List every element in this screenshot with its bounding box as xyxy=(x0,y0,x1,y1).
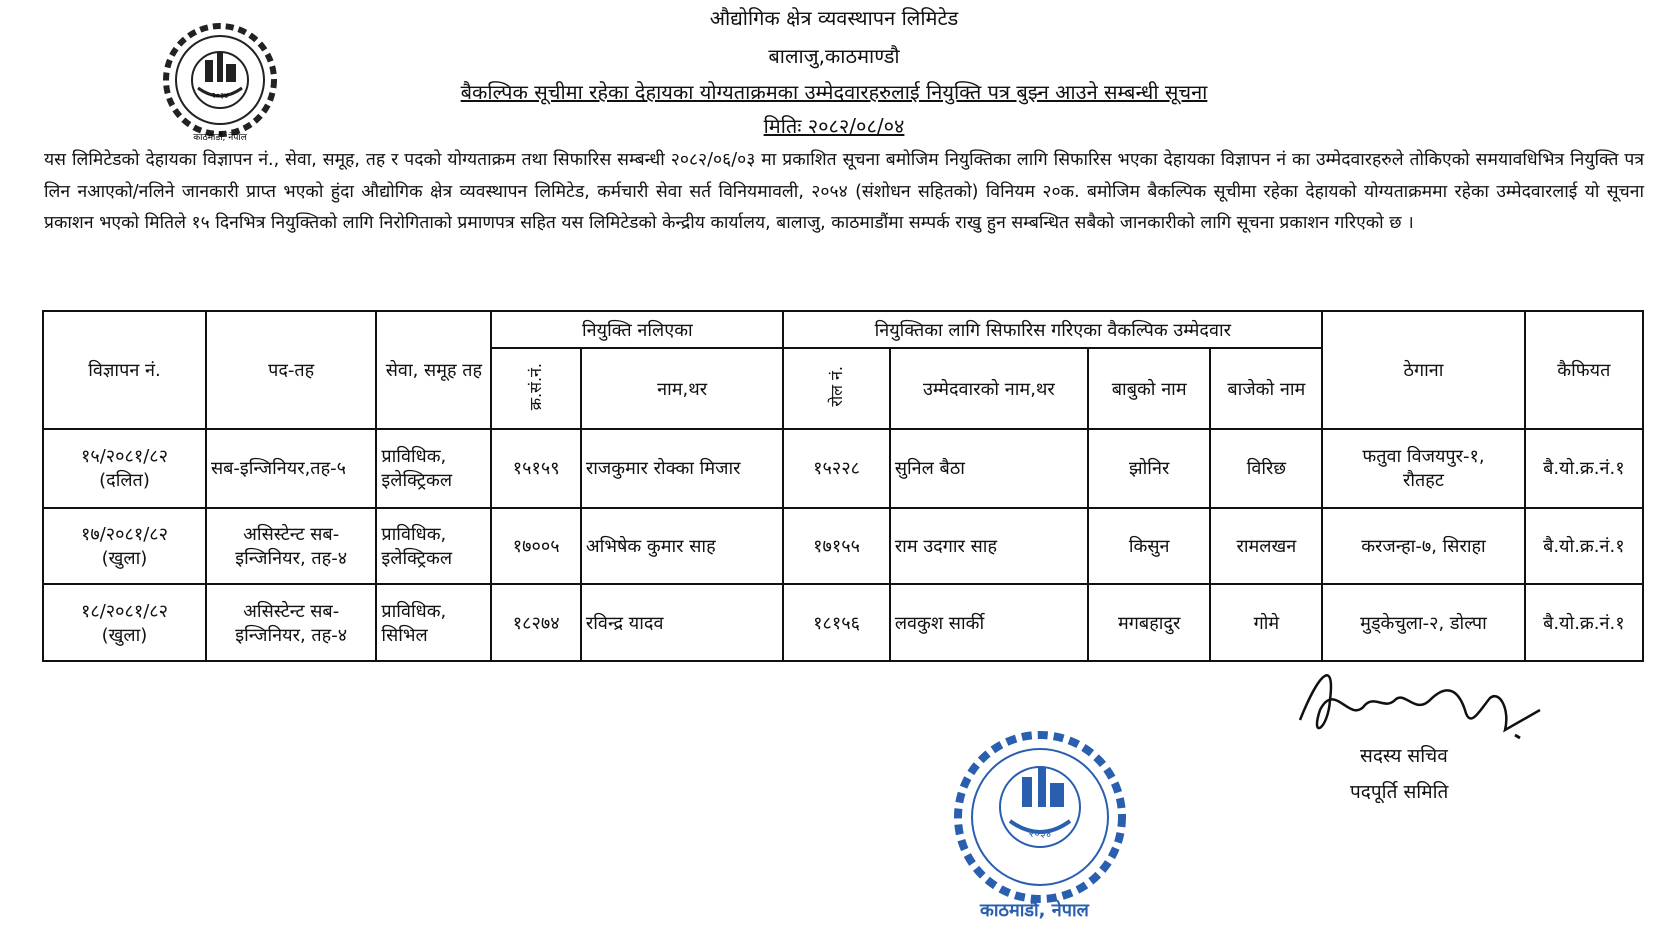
notice-date-text: मितिः २०८२/०८/०४ xyxy=(763,114,905,138)
header-service-group: सेवा, समूह तह xyxy=(376,311,491,429)
post-level-line-2: इन्जिनियर, तह-४ xyxy=(235,624,348,646)
header-grandfather-name: बाजेको नाम xyxy=(1210,348,1322,429)
header-remarks: कैफियत xyxy=(1525,311,1643,429)
service: प्राविधिक, xyxy=(381,446,447,468)
cell-remarks: बै.यो.क्र.नं.१ xyxy=(1525,508,1643,585)
cell-remarks: बै.यो.क्र.नं.१ xyxy=(1525,584,1643,661)
logo-year: २०३४ xyxy=(211,91,229,100)
cell-ad-no xyxy=(43,508,206,585)
cell-name: राजकुमार रोक्का मिजार xyxy=(581,429,783,508)
post-level-line-1: असिस्टेन्ट सब- xyxy=(243,524,340,546)
cell-grandfather-name: विरिछ xyxy=(1210,429,1322,508)
cell-post-level: सब-इन्जिनियर,तह-५ xyxy=(206,429,376,508)
header-post-level: पद-तह xyxy=(206,311,376,429)
header-ad-no: विज्ञापन नं. xyxy=(43,311,206,429)
header-serial-no-text: क्र.सं.नं. xyxy=(526,362,546,410)
cell-address: मुड्केचुला-२, डोल्पा xyxy=(1322,584,1524,661)
cell-candidate-name: राम उदगार साह xyxy=(890,508,1088,585)
ad-no: १७/२०८१/८२ xyxy=(80,524,168,546)
address-line-2: रौतहट xyxy=(1403,470,1444,492)
cell-father-name: मगबहादुर xyxy=(1088,584,1211,661)
cell-post-level xyxy=(206,584,376,661)
ad-category: (खुला) xyxy=(101,548,148,570)
ad-no: १८/२०८१/८२ xyxy=(80,600,168,622)
cell-service-group xyxy=(376,584,491,661)
cell-service-group xyxy=(376,429,491,508)
cell-roll-no: १५२२८ xyxy=(783,429,890,508)
ad-category: (खुला) xyxy=(101,624,148,646)
cell-name: अभिषेक कुमार साह xyxy=(581,508,783,585)
post-level-line-2: इन्जिनियर, तह-४ xyxy=(235,548,348,570)
group: सिभिल xyxy=(381,624,428,646)
cell-service-group xyxy=(376,508,491,585)
cell-serial-no: १८२७४ xyxy=(491,584,580,661)
candidates-table xyxy=(42,310,1644,662)
table-row xyxy=(43,508,1643,585)
cell-grandfather-name: गोमे xyxy=(1210,584,1322,661)
cell-serial-no: १५१५९ xyxy=(491,429,580,508)
organization-address: बालाजु,काठमाण्डौ xyxy=(768,44,900,68)
cell-remarks: बै.यो.क्र.नं.१ xyxy=(1525,429,1643,508)
header-not-appointed: नियुक्ति नलिएका xyxy=(491,311,783,348)
cell-father-name: झोनिर xyxy=(1088,429,1211,508)
cell-serial-no: १७००५ xyxy=(491,508,580,585)
post-level-line-1: असिस्टेन्ट सब- xyxy=(243,600,340,622)
ad-category: (दलित) xyxy=(99,470,150,492)
header-candidate-name: उम्मेदवारको नाम,थर xyxy=(890,348,1088,429)
cell-roll-no: १७१५५ xyxy=(783,508,890,585)
ad-no: १५/२०८१/८२ xyxy=(80,446,168,468)
cell-grandfather-name: रामलखन xyxy=(1210,508,1322,585)
service: प्राविधिक, xyxy=(381,600,447,622)
signatory-committee: पदपूर्ति समिति xyxy=(1350,781,1449,803)
official-stamp xyxy=(940,725,1140,910)
address-line-1: फतुवा विजयपुर-१, xyxy=(1362,446,1485,468)
cell-candidate-name: सुनिल बैठा xyxy=(890,429,1088,508)
cell-address xyxy=(1322,429,1524,508)
header-roll-no-text: रोल नं. xyxy=(826,365,846,407)
header-father-name: बाबुको नाम xyxy=(1088,348,1211,429)
logo-place: काठमाडौं, नेपाल xyxy=(193,133,247,143)
cell-candidate-name: लवकुश सार्की xyxy=(890,584,1088,661)
cell-father-name: किसुन xyxy=(1088,508,1211,585)
cell-ad-no xyxy=(43,429,206,508)
service: प्राविधिक, xyxy=(381,524,447,546)
stamp-place: काठमाडौं, नेपाल xyxy=(980,900,1089,921)
group: इलेक्ट्रिकल xyxy=(381,548,453,570)
notice-body: यस लिमिटेडको देहायका विज्ञापन नं., सेवा, समूह, तह र पदको योग्यताक्रम तथा सिफारिस सम्बन्धी २०८२/०६/०३ मा प्रकाशित सूचना बमोजिम नियुक्तिका लागि सिफारिस भएका देहायका विज्ञापन नं का उम्मेदवारहरुले तोकिएको समयावधिभित्र नियुक्ति पत्र लिन नआएको/नलिने जानकारी प्राप्त भएको हुंदा औद्योगिक क्षेत्र व्यवस्थापन लिमिटेड, कर्मचारी सेवा सर्त विनियमावली, २०५४ (संशोधन सहितको) विनियम २०क. बमोजिम बैकल्पिक सूचीमा रहेका देहायको योग्यताक्रममा रहेका उम्मेदवारलाई यो सूचना प्रकाशन भएको मितिले १५ दिनभित्र नियुक्तिको लागि निरोगिताको प्रमाणपत्र सहित यस लिमिटेडको केन्द्रीय कार्यालय, बालाजु, काठमाडौंमा सम्पर्क राखु हुन सम्बन्धित सबैको जानकारीको लागि सूचना प्रकाशन गरिएको छ । xyxy=(44,150,1644,233)
header-roll-no xyxy=(783,348,890,429)
organization-name: औद्योगिक क्षेत्र व्यवस्थापन लिमिटेड xyxy=(709,6,959,30)
notice-title-text: बैकल्पिक सूचीमा रहेका देहायका योग्यताक्रमका उम्मेदवारहरुलाई नियुक्ति पत्र बुझ्न आउने सम्बन्धी सूचना xyxy=(460,80,1208,104)
cell-roll-no: १८१५६ xyxy=(783,584,890,661)
header-recommended: नियुक्तिका लागि सिफारिस गरिएका वैकल्पिक उम्मेदवार xyxy=(783,311,1322,348)
header-serial-no xyxy=(491,348,580,429)
table-row xyxy=(43,429,1643,508)
cell-post-level xyxy=(206,508,376,585)
header-address: ठेगाना xyxy=(1322,311,1524,429)
stamp-year: २०३४ xyxy=(1028,827,1052,840)
group: इलेक्ट्रिकल xyxy=(381,470,453,492)
cell-name: रविन्द्र यादव xyxy=(581,584,783,661)
organization-logo xyxy=(150,22,290,144)
signatory-title: सदस्य सचिव xyxy=(1360,745,1448,767)
cell-ad-no xyxy=(43,584,206,661)
cell-address: करजन्हा-७, सिराहा xyxy=(1322,508,1524,585)
header-name: नाम,थर xyxy=(581,348,783,429)
